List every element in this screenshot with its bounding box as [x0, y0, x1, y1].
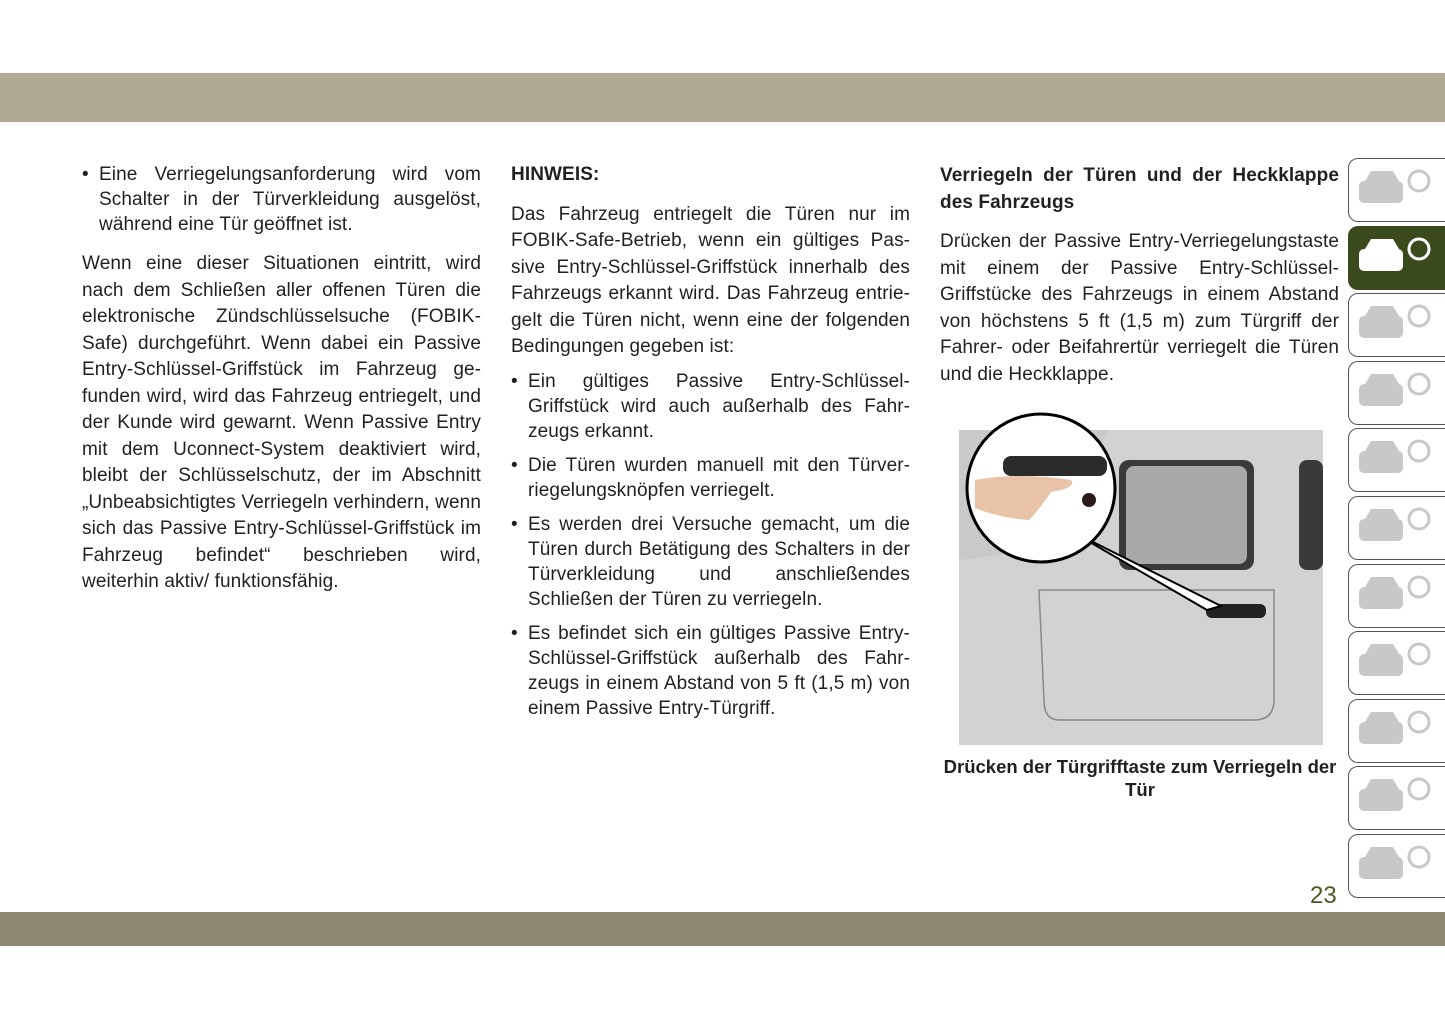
bullet-item: • Ein gültiges Passive Entry-Schlüssel-Griffstück wird auch außerhalb des Fahrzeugs erkannt. [511, 369, 910, 444]
note-heading: HINWEIS: [511, 164, 600, 185]
section-heading: Verriegeln der Türen und der Heckklappe des Fahrzeugs [940, 165, 1339, 213]
paragraph: Das Fahrzeug entriegelt die Türen nur im FOBIK-Safe-Betrieb, wenn ein gültiges Passive Entry-Schlüssel-Griffstück innerhalb des Fahrzeugs erkannt wird. Das Fahrzeug entriegelt die Türen nicht, wenn eine der folgenden Bedingungen gegeben ist: [511, 203, 910, 357]
car-search-icon [1353, 163, 1443, 218]
chapter-tab-7[interactable] [1348, 564, 1445, 628]
header-bar [0, 73, 1445, 122]
bullet-item: • Es werden drei Versuche gemacht, um die Türen durch Betätigung des Schalters in der Türverkleidung und anschließendes Schließen der Türen zu verriegeln. [511, 512, 910, 612]
multimedia-icon [1353, 704, 1443, 759]
chapter-tab-11[interactable] [1348, 834, 1445, 898]
bullet-item: • Die Türen wurden manuell mit den Türverriegelungsknöpfen verriegelt. [511, 453, 910, 503]
chapter-tab-10[interactable] [1348, 766, 1445, 830]
chapter-tab-3[interactable] [1348, 293, 1445, 357]
key-steering-wheel-icon [1353, 433, 1443, 488]
car-service-icon [1353, 569, 1443, 624]
chapter-tab-6[interactable] [1348, 496, 1445, 560]
car-info-icon [1353, 231, 1443, 286]
chapter-tab-4[interactable] [1348, 361, 1445, 425]
bullet-item: • Eine Verriegelungsanforderung wird vom Schalter in der Türverkleidung ausgelöst, während eine Tür geöffnet ist. [82, 162, 481, 237]
chapter-tab-2[interactable] [1348, 226, 1445, 290]
paragraph: Wenn eine dieser Situationen eintritt, wird nach dem Schließen aller offenen Türen die elektronische Zündschlüsselsuche (FOBIK-Safe) durchgeführt. Wenn dabei ein Passive Entry-Schlüssel-Griffstück im Fahrzeug gefunden wird, wird das Fahrzeug entriegelt, und der Kunde wird gewarnt. Wenn Passive Entry mit dem Uconnect-System deaktiviert wird, bleibt der Schlüsselschutz, der im Abschnitt „Unbeabsichtigtes Verriegeln verhindern, wenn sich das Passive Entry-Schlüssel-Griffstück im Fahrzeug befindet“ beschrieben wird, weiterhin aktiv/ funktionsfähig. [82, 253, 481, 592]
warning-lights-messages-icon [1353, 298, 1443, 353]
bullet-item: • Es befindet sich ein gültiges Passive Entry-Schlüssel-Griffstück außerhalb des Fahrzeugs in einem Abstand von 5 ft (1,5 m) von einem Passive Entry-Türgriff. [511, 621, 910, 721]
chapter-tab-9[interactable] [1348, 699, 1445, 763]
specifications-icon [1353, 636, 1443, 691]
footer-bar [0, 912, 1445, 946]
car-emergency-icon [1353, 501, 1443, 556]
column-3 [940, 162, 1339, 401]
chapter-tab-5[interactable] [1348, 428, 1445, 492]
column-1 [82, 162, 481, 609]
airbag-safety-icon [1353, 366, 1443, 421]
chapter-tab-1[interactable] [1348, 158, 1445, 222]
column-2 [511, 162, 910, 730]
paragraph: Drücken der Passive Entry-Verriegelungstaste mit einem der Passive Entry-Schlüssel-Griffstücke des Fahrzeugs in einem Abstand von höchstens 5 ft (1,5 m) zum Türgriff der Fahrer- oder Beifahrertür verriegelt die Türen und die Heckklappe. [940, 231, 1339, 385]
door-handle-illustration [959, 400, 1323, 745]
search-icon [1353, 771, 1443, 826]
figure-caption: Drücken der Türgrifftaste zum Verriegeln der Tür [943, 756, 1337, 800]
page-number: 23 [1310, 882, 1337, 909]
index-icon [1353, 839, 1443, 894]
chapter-tab-8[interactable] [1348, 631, 1445, 695]
